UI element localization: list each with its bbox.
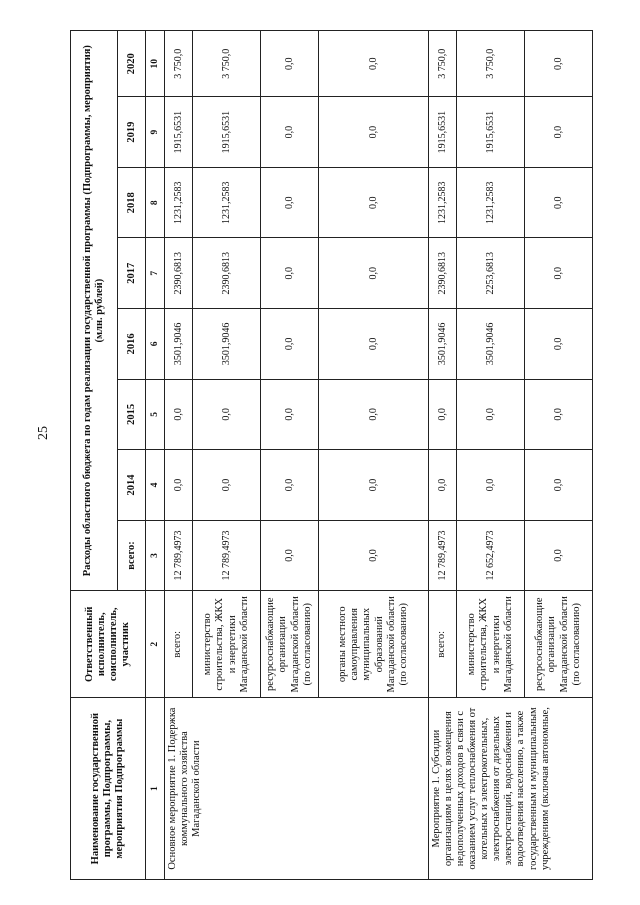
value-cell: 0,0 — [319, 167, 429, 238]
value-cell: 0,0 — [261, 450, 319, 521]
value-cell: 1915,6531 — [429, 97, 457, 168]
value-cell: 0,0 — [319, 379, 429, 450]
value-cell: 0,0 — [457, 379, 525, 450]
header-responsible: Ответственный исполнитель, соисполнитель, участник — [71, 591, 146, 698]
responsible-cell: ресурсоснабжающие организации Магаданской области (по согласованию) — [525, 591, 593, 698]
value-cell: 0,0 — [261, 379, 319, 450]
value-cell: 3 750,0 — [457, 31, 525, 97]
activity-name: Мероприятие 1. Субсидии организациям в целях возмещения недополученных доходов в связи с оказанием услуг теплоснабжения от котельных и электрокотельных, электроснабжения от дизельных электростанций, водоснабжения и водоотведения населению, а также государственным и муниципальным учреждениям (включая автономные, — [429, 698, 593, 880]
value-cell: 0,0 — [525, 520, 593, 591]
value-cell: 0,0 — [525, 167, 593, 238]
header-year: 2019 — [118, 97, 146, 168]
value-cell: 0,0 — [319, 97, 429, 168]
header-year: 2017 — [118, 238, 146, 309]
value-cell: 2253,6813 — [457, 238, 525, 309]
value-cell: 3 750,0 — [429, 31, 457, 97]
header-expenses: Расходы областного бюджета по годам реализации государственной программы (Подпрограммы, мероприятия) (млн. рублей) — [71, 31, 118, 591]
value-cell: 0,0 — [261, 167, 319, 238]
value-cell: 0,0 — [261, 309, 319, 380]
value-cell: 0,0 — [319, 31, 429, 97]
responsible-cell: министерство строительства, ЖКХ и энергетики Магаданской области — [193, 591, 261, 698]
column-index: 4 — [146, 450, 165, 521]
value-cell: 0,0 — [429, 379, 457, 450]
header-year: 2016 — [118, 309, 146, 380]
header-year: 2020 — [118, 31, 146, 97]
value-cell: 3501,9046 — [193, 309, 261, 380]
column-index: 1 — [146, 698, 165, 880]
value-cell: 1915,6531 — [193, 97, 261, 168]
value-cell: 3501,9046 — [429, 309, 457, 380]
value-cell: 0,0 — [525, 31, 593, 97]
header-year: 2014 — [118, 450, 146, 521]
table-row — [429, 31, 457, 880]
value-cell: 12 789,4973 — [165, 520, 193, 591]
value-cell: 0,0 — [165, 379, 193, 450]
value-cell: 12 789,4973 — [429, 520, 457, 591]
value-cell: 0,0 — [193, 450, 261, 521]
value-cell: 3501,9046 — [165, 309, 193, 380]
value-cell: 0,0 — [319, 309, 429, 380]
value-cell: 0,0 — [261, 238, 319, 309]
value-cell: 0,0 — [525, 97, 593, 168]
value-cell: 12 652,4973 — [457, 520, 525, 591]
rotated-table-container — [70, 30, 610, 880]
column-index: 8 — [146, 167, 165, 238]
responsible-cell: министерство строительства, ЖКХ и энергетики Магаданской области — [457, 591, 525, 698]
value-cell: 0,0 — [457, 450, 525, 521]
value-cell: 3501,9046 — [457, 309, 525, 380]
value-cell: 0,0 — [525, 450, 593, 521]
value-cell: 0,0 — [525, 309, 593, 380]
header-year: 2015 — [118, 379, 146, 450]
responsible-cell: всего: — [429, 591, 457, 698]
column-index: 5 — [146, 379, 165, 450]
value-cell: 0,0 — [261, 97, 319, 168]
value-cell: 0,0 — [525, 238, 593, 309]
value-cell: 0,0 — [261, 31, 319, 97]
value-cell: 3 750,0 — [165, 31, 193, 97]
responsible-cell: органы местного самоуправления муниципальных образований Магаданской области (по согласованию) — [319, 591, 429, 698]
table-body — [165, 31, 593, 880]
responsible-cell: всего: — [165, 591, 193, 698]
value-cell: 1915,6531 — [165, 97, 193, 168]
activity-name: Основное мероприятие 1. Подержка коммунального хозяйства Магаданской области — [165, 698, 429, 880]
value-cell: 2390,6813 — [193, 238, 261, 309]
value-cell: 1231,2583 — [457, 167, 525, 238]
table-row — [165, 31, 193, 880]
column-index: 10 — [146, 31, 165, 97]
index-row — [146, 31, 165, 880]
value-cell: 2390,6813 — [429, 238, 457, 309]
header-year: 2018 — [118, 167, 146, 238]
column-index: 6 — [146, 309, 165, 380]
value-cell: 0,0 — [319, 238, 429, 309]
value-cell: 0,0 — [429, 450, 457, 521]
header-name: Наименование государственной программы, Подпрограммы, мероприятия Подпрограммы — [71, 698, 146, 880]
value-cell: 0,0 — [165, 450, 193, 521]
column-index: 3 — [146, 520, 165, 591]
value-cell: 0,0 — [261, 520, 319, 591]
column-index: 9 — [146, 97, 165, 168]
value-cell: 12 789,4973 — [193, 520, 261, 591]
value-cell: 1231,2583 — [193, 167, 261, 238]
value-cell: 2390,6813 — [165, 238, 193, 309]
page-number: 25 — [36, 426, 51, 440]
value-cell: 0,0 — [525, 379, 593, 450]
value-cell: 1231,2583 — [429, 167, 457, 238]
value-cell: 0,0 — [319, 450, 429, 521]
value-cell: 3 750,0 — [193, 31, 261, 97]
value-cell: 0,0 — [319, 520, 429, 591]
budget-table — [70, 30, 593, 880]
value-cell: 0,0 — [193, 379, 261, 450]
header-total: всего: — [118, 520, 146, 591]
responsible-cell: ресурсоснабжающие организации Магаданской области (по согласованию) — [261, 591, 319, 698]
value-cell: 1915,6531 — [457, 97, 525, 168]
column-index: 7 — [146, 238, 165, 309]
column-index: 2 — [146, 591, 165, 698]
value-cell: 1231,2583 — [165, 167, 193, 238]
